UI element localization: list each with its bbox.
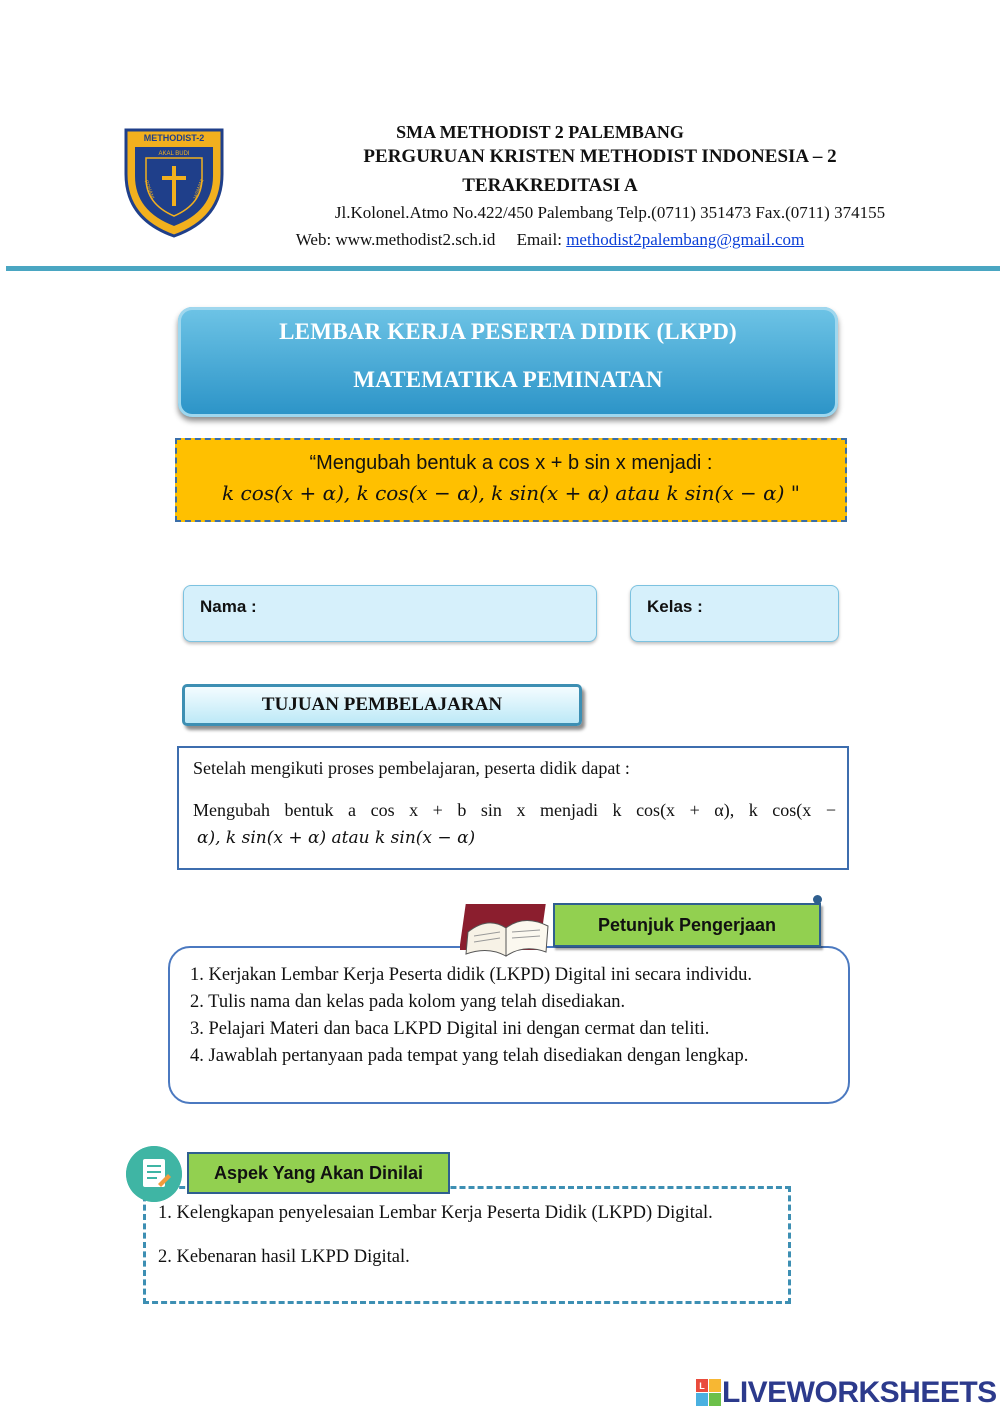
open-book-icon: [460, 902, 552, 960]
kelas-field[interactable]: [630, 585, 839, 642]
liveworksheets-logo: [696, 1378, 997, 1408]
title-banner: [178, 307, 838, 417]
title-line-2: MATEMATIKA PEMINATAN: [353, 367, 663, 392]
topic-line-2: k cos(x + α), k cos(x − α), k sin(x + α) atau k sin(x − α) ": [222, 481, 800, 505]
school-address: Jl.Kolonel.Atmo No.422/450 Palembang Telp.(0711) 351473 Fax.(0711) 374155: [334, 203, 886, 222]
accreditation: TERAKREDITASI A: [462, 175, 638, 196]
kelas-label: Kelas :: [647, 597, 703, 616]
aspek-tab: Aspek Yang Akan Dinilai: [187, 1152, 450, 1194]
list-item: 3. Pelajari Materi dan baca LKPD Digital ini dengan cermat dan teliti.: [190, 1019, 710, 1039]
tujuan-objective-line-2: α), k sin(x + α) atau k sin(x − α): [197, 828, 476, 848]
list-item: 1. Kelengkapan penyelesaian Lembar Kerja Peserta Didik (LKPD) Digital.: [158, 1203, 713, 1223]
header-divider: [6, 266, 1000, 271]
aspek-box: [143, 1186, 791, 1304]
liveworksheets-icon: [696, 1379, 722, 1407]
petunjuk-tab: Petunjuk Pengerjaan: [553, 903, 821, 947]
svg-text:METHODIST-2: METHODIST-2: [143, 133, 205, 143]
svg-text:JASMANI: JASMANI: [192, 178, 206, 201]
email-link[interactable]: methodist2palembang@gmail.com: [566, 230, 805, 249]
contact-line: [100, 230, 1000, 250]
topic-box: [175, 438, 847, 522]
brand-text: LIVEWORKSHEETS: [722, 1376, 997, 1409]
nama-field[interactable]: [183, 585, 597, 642]
tujuan-box: [177, 746, 849, 870]
organization-name: PERGURUAN KRISTEN METHODIST INDONESIA – 2: [363, 146, 837, 167]
school-name: SMA METHODIST 2 PALEMBANG: [396, 122, 684, 142]
email-label: Email:: [516, 230, 562, 249]
list-item: 2. Kebenaran hasil LKPD Digital.: [158, 1247, 410, 1267]
svg-text:AKAL BUDI: AKAL BUDI: [158, 151, 190, 157]
title-line-1: LEMBAR KERJA PESERTA DIDIK (LKPD): [279, 319, 737, 344]
svg-text:ROHANI: ROHANI: [142, 179, 156, 200]
list-item: 4. Jawablah pertanyaan pada tempat yang telah disediakan dengan lengkap.: [190, 1046, 749, 1066]
nama-label: Nama :: [200, 597, 257, 616]
topic-line-1: “Mengubah bentuk a cos x + b sin x menjadi :: [309, 452, 713, 474]
list-item: 1. Kerjakan Lembar Kerja Peserta didik (LKPD) Digital ini secara individu.: [190, 965, 753, 985]
petunjuk-list: [190, 962, 752, 1070]
tujuan-header: TUJUAN PEMBELAJARAN: [182, 684, 582, 726]
checklist-icon: [126, 1146, 182, 1202]
list-item: 2. Tulis nama dan kelas pada kolom yang telah disediakan.: [190, 992, 626, 1012]
petunjuk-box: [168, 946, 850, 1104]
svg-text:L: L: [699, 1381, 705, 1391]
tujuan-objective-line-1: Mengubah bentuk a cos x + b sin x menjadi k cos(x + α), k cos(x −: [193, 800, 836, 820]
tujuan-intro: Setelah mengikuti proses pembelajaran, peserta didik dapat :: [193, 758, 630, 778]
website: Web: www.methodist2.sch.id: [295, 230, 496, 249]
